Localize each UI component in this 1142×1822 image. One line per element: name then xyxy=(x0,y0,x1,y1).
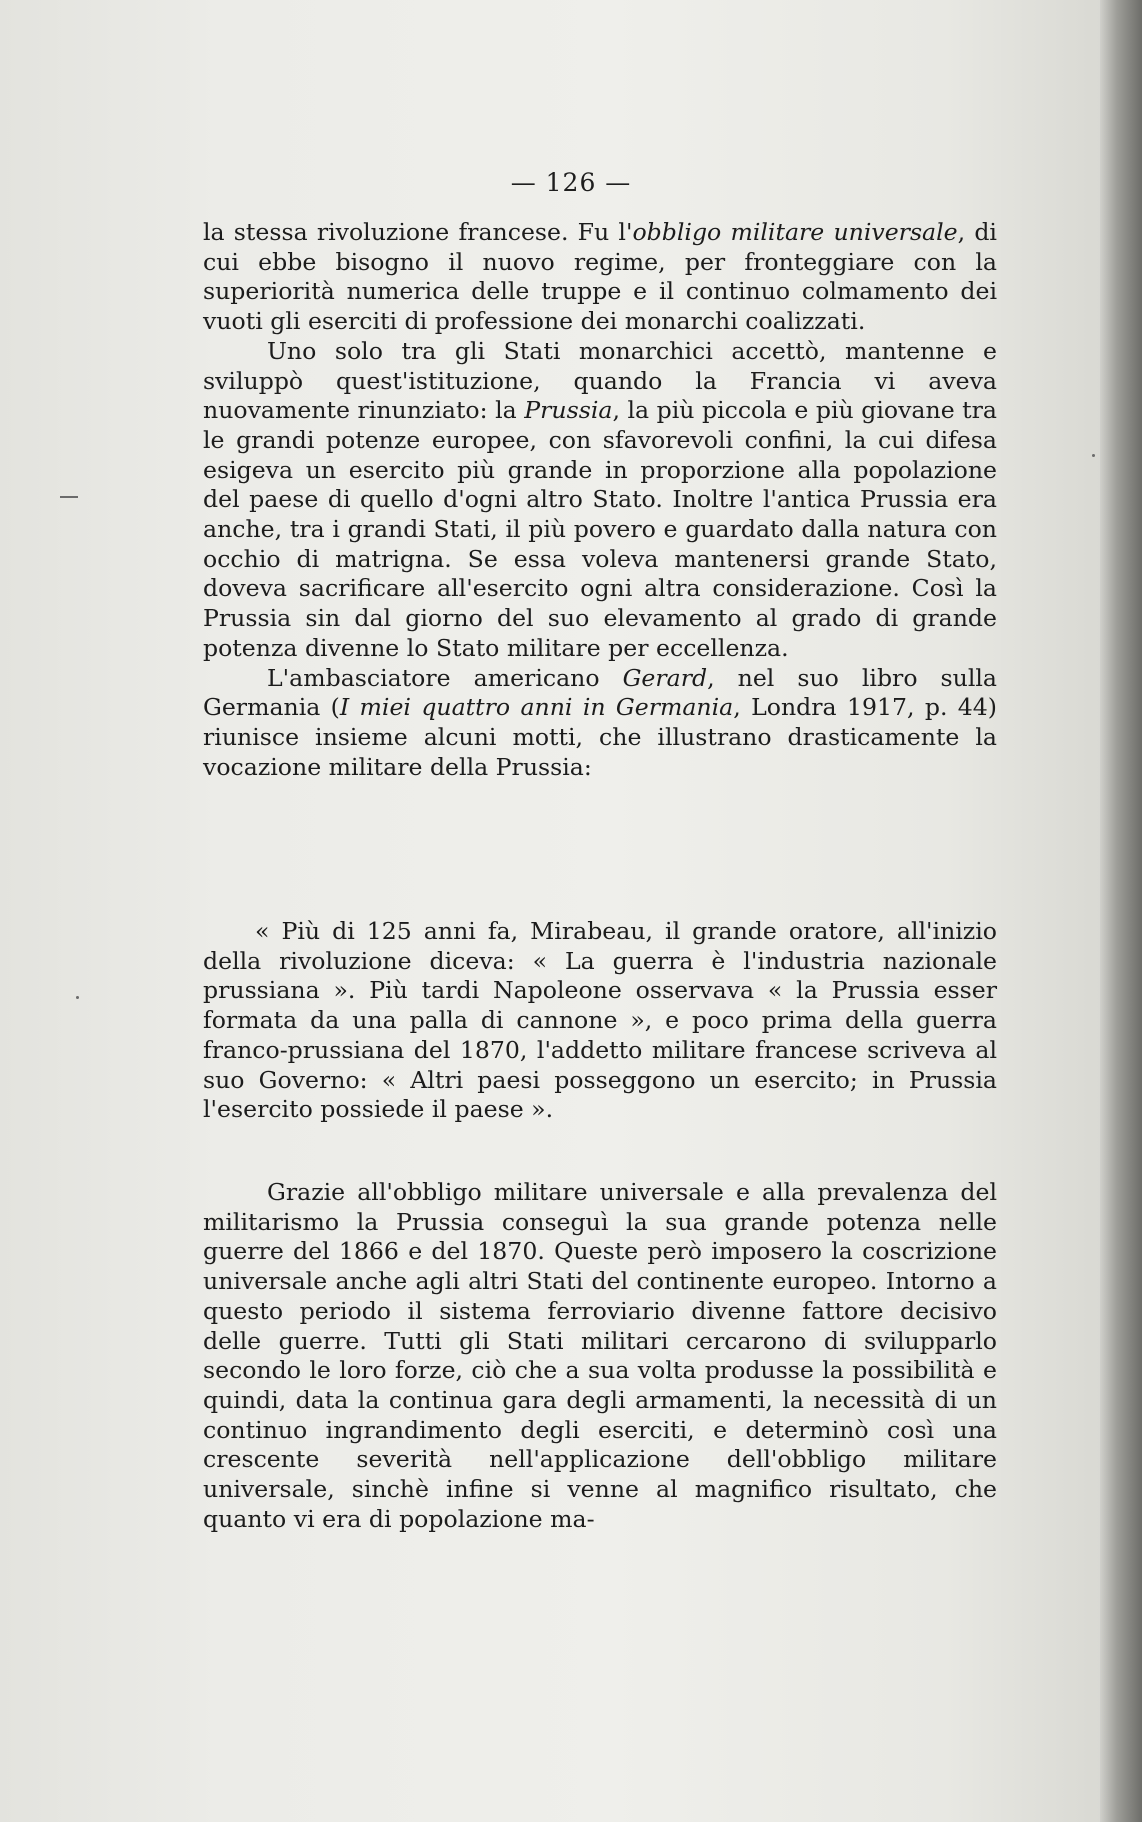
paragraph-1-text-a: la stessa rivoluzione francese. Fu l' xyxy=(203,218,633,246)
paragraph-3-text-b: , nel suo libro sulla Germania ( xyxy=(203,663,998,722)
quotation-text: « Più di 125 anni fa, Mirabeau, il grande oratore, all'inizio della rivoluzione diceva: « La guerra è l'industria nazionale prussiana ». Più tardi Napoleone osservava « la Prussia esser formata da una palla di cannone », e poco prima della guerra franco-prussiana del 1870, l'addetto militare francese scriveva al suo Governo: « Altri paesi posseggono un esercito; in Prussia l'esercito possiede il paese ». xyxy=(203,917,997,1124)
paragraph-3-text-c: , Londra 1917, p. 44) riunisce insieme alcuni motti, che illustrano drasticamente la vocazione militare della Prussia: xyxy=(203,693,998,781)
closing-text-block xyxy=(203,1178,997,1534)
paragraph-3 xyxy=(203,664,997,783)
main-text-block xyxy=(203,218,997,782)
page-number: — 126 — xyxy=(510,168,632,197)
paragraph-1 xyxy=(203,218,997,337)
paragraph-1-text-b: , di cui ebbe bisogno il nuovo regime, per fronteggiare con la superiorità numerica delle truppe e il continuo colmamento dei vuoti gli eserciti di professione dei monarchi coalizzati. xyxy=(203,218,997,336)
paragraph-4: Grazie all'obbligo militare universale e alla prevalenza del militarismo la Prussia conseguì la sua grande potenza nelle guerre del 1866 e del 1870. Queste però imposero la coscrizione universale anche agli altri Stati del continente europeo. Intorno a questo periodo il sistema ferroviario divenne fattore decisivo delle guerre. Tutti gli Stati militari cercarono di svilupparlo secondo le loro forze, ciò che a sua volta produsse la possibilità e quindi, data la continua gara degli armamenti, la necessità di un continuo ingrandimento degli eserciti, e determinò così una crescente severità nell'applicazione dell'obbligo militare universale, sinchè infine si venne al magnifico risultato, che quanto vi era di popolazione ma- xyxy=(203,1178,997,1533)
paragraph-2-italic: Prussia xyxy=(524,396,613,425)
margin-dot-mark xyxy=(1092,454,1095,457)
margin-dot-mark-left xyxy=(76,996,79,999)
quotation-block xyxy=(203,917,997,1125)
page-edge-shadow xyxy=(1100,0,1142,1822)
paragraph-1-italic: obbligo militare universale xyxy=(632,218,958,246)
paragraph-2-text-b: , la più piccola e più giovane tra le grandi potenze europee, con sfavorevoli confini, la cui difesa esigeva un esercito più grande in proporzione alla popolazione del paese di quello d'ogni altro Stato. Inoltre l'antica Prussia era anche, tra i grandi Stati, il più povero e guardato dalla natura con occhio di matrigna. Se essa voleva mantenersi grande Stato, doveva sacrificare all'esercito ogni altra considerazione. Così la Prussia sin dal giorno del suo elevamento al grado di grande potenza divenne lo Stato militare per eccellenza. xyxy=(203,396,998,662)
paragraph-2-text-a: Uno solo tra gli Stati monarchici accettò, mantenne e sviluppò quest'istituzione, quando la Francia vi aveva nuovamente rinunziato: la xyxy=(203,336,997,425)
margin-dash-mark xyxy=(60,496,78,498)
paragraph-2 xyxy=(203,337,997,664)
paragraph-3-text-a: L'ambasciatore americano xyxy=(267,663,623,692)
paragraph-3-italic-b: I miei quattro anni in Germania xyxy=(339,693,734,722)
paragraph-3-italic-a: Gerard xyxy=(622,663,708,692)
